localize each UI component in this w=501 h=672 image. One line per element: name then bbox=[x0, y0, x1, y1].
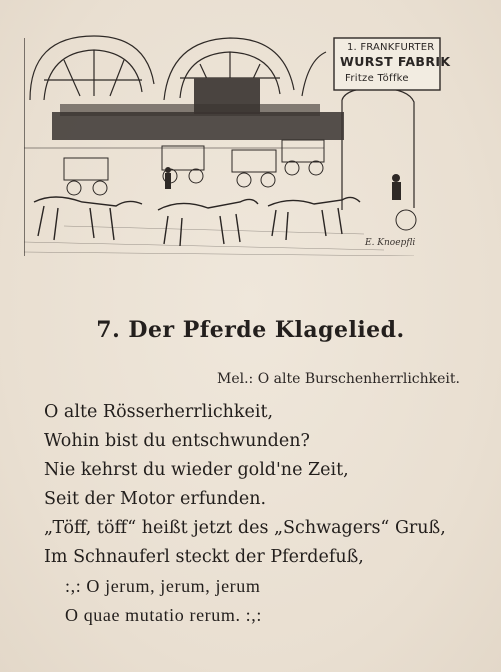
verse-line: Wohin bist du entschwunden? bbox=[44, 431, 310, 451]
sign-line-2: WURST FABRIK bbox=[340, 54, 451, 69]
verse-line: Im Schnauferl steckt der Pferdefuß, bbox=[44, 547, 364, 567]
sign-line-3: Fritze Töffke bbox=[345, 73, 409, 84]
sign-line-1: 1. FRANKFURTER bbox=[347, 42, 435, 53]
melody-note: Mel.: O alte Burschenherrlichkeit. bbox=[217, 371, 460, 387]
verse-line: „Töff, töff“ heißt jetzt des „Schwagers“ Gruß, bbox=[44, 518, 446, 538]
verse bbox=[44, 398, 446, 630]
verse-line-refrain: :,: O jerum, jerum, jerum bbox=[65, 576, 261, 596]
verse-line: Nie kehrst du wieder gold'ne Zeit, bbox=[44, 460, 349, 480]
verse-line-refrain: O quae mutatio rerum. :,: bbox=[65, 605, 262, 625]
artist-signature: E. Knoepfli bbox=[365, 238, 416, 248]
verse-line: Seit der Motor erfunden. bbox=[44, 489, 267, 509]
verse-line: O alte Rösserherrlichkeit, bbox=[44, 402, 274, 422]
chapter-title: 7. Der Pferde Klagelied. bbox=[96, 317, 405, 343]
